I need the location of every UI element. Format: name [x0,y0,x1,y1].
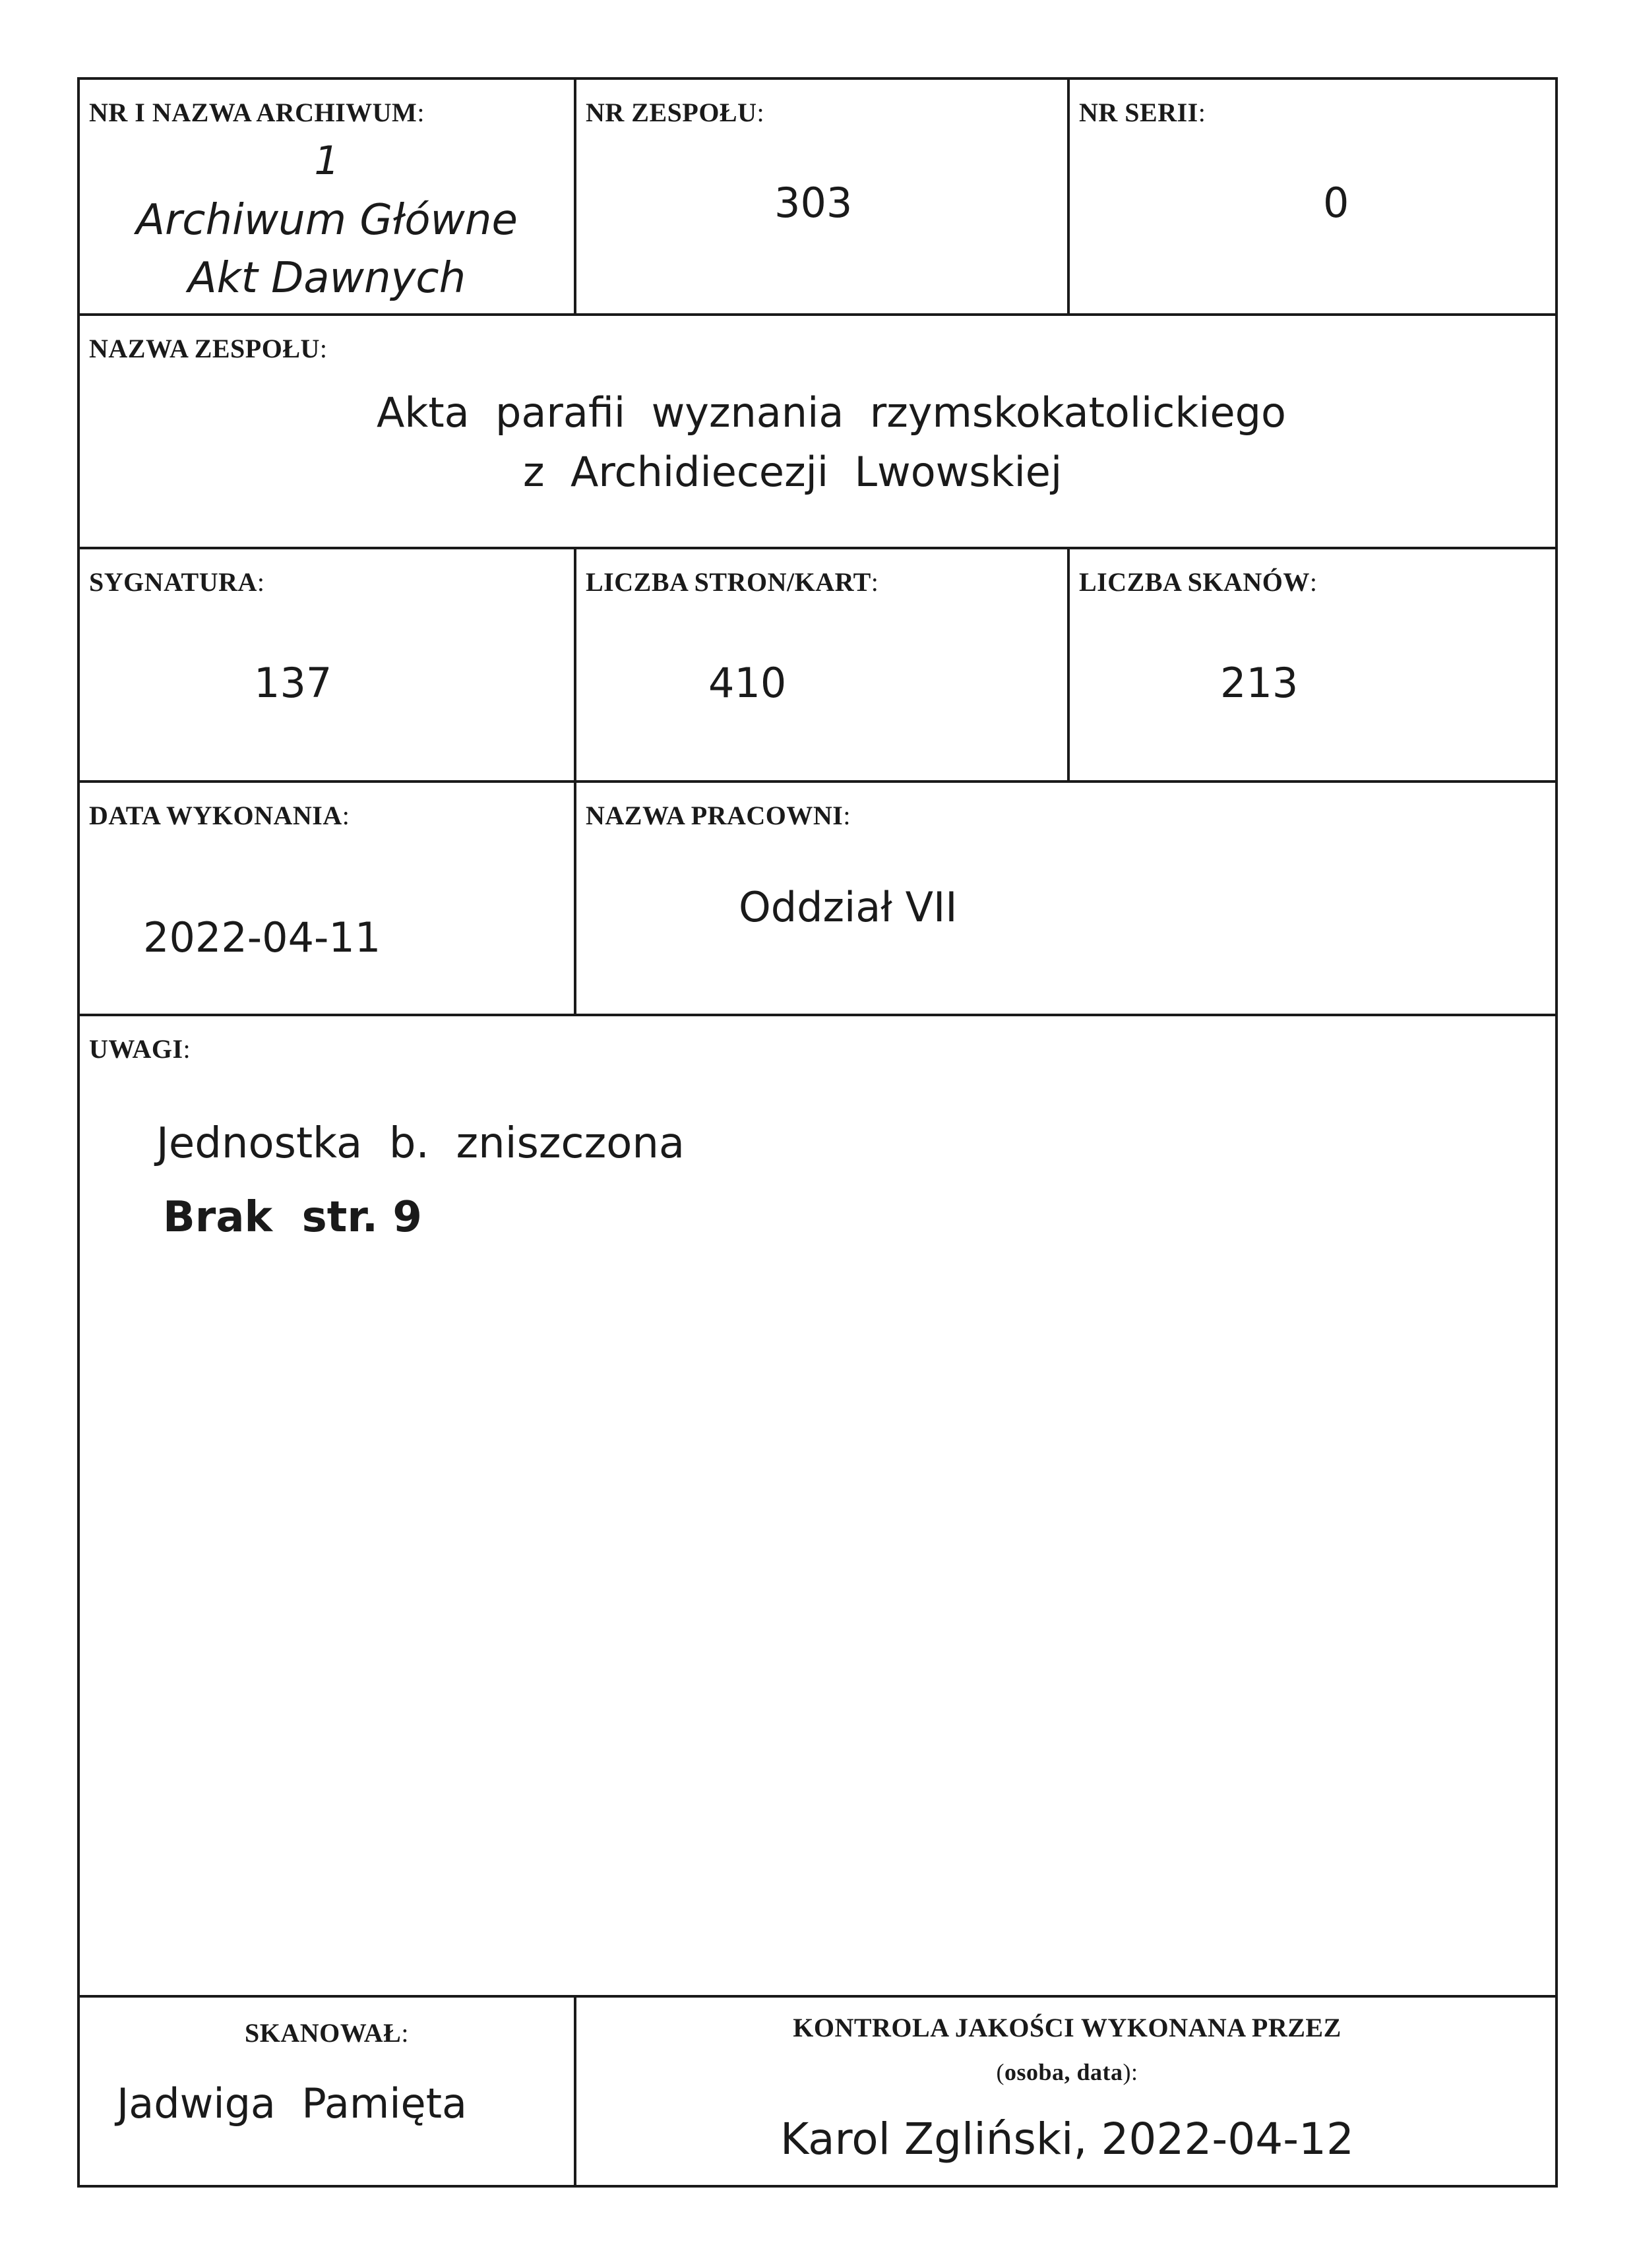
scans-label: LICZBA SKANÓW [1079,567,1310,597]
pages-cell: LICZBA STRON/KART: 410 [574,547,1067,780]
signature-label: SYGNATURA [89,567,257,597]
quality-control-cell: KONTROLA JAKOŚCI WYKONANA PRZEZ (osoba, data): Karol Zgliński, 2022-04-12 [574,1995,1558,2188]
series-number-label: NR SERII [1079,98,1198,127]
workshop-cell: NAZWA PRACOWNI: Oddział VII [574,780,1558,1014]
date-cell: DATA WYKONANIA: 2022-04-11 [80,780,574,1014]
archive-cell: NR I NAZWA ARCHIWUM: 1 Archiwum Główne Akt Dawnych [80,80,574,313]
scanned-by-cell: SKANOWAŁ: Jadwiga Pamięta [80,1995,574,2188]
fonds-number-label: NR ZESPOŁU [586,98,757,127]
archive-label: NR I NAZWA ARCHIWUM [89,98,417,127]
notes-label: UWAGI [89,1034,183,1064]
workshop-value: Oddział VII [739,883,958,931]
pages-value: 410 [708,659,787,707]
date-value: 2022-04-11 [143,913,381,962]
scans-value: 213 [1220,659,1299,707]
quality-control-value: Karol Zgliński, 2022-04-12 [780,2114,1355,2164]
signature-cell: SYGNATURA: 137 [80,547,574,780]
archive-metadata-form [77,77,1558,2188]
series-number-value: 0 [1323,179,1349,227]
fonds-name-line1: Akta parafii wyznania rzymskokatolickiego [377,388,1286,437]
scanned-by-value: Jadwiga Pamięta [117,2079,467,2128]
notes-line2: Brak str. 9 [163,1193,422,1242]
scanned-by-label: SKANOWAŁ [244,2018,402,2048]
series-number-cell: NR SERII: 0 [1067,80,1558,313]
notes-line1: Jednostka b. zniszczona [156,1119,685,1168]
archive-name-line2: Akt Dawnych [187,254,466,303]
fonds-name-label: NAZWA ZESPOŁU [89,334,320,363]
date-label: DATA WYKONANIA [89,801,342,830]
pages-label: LICZBA STRON/KART [586,567,871,597]
notes-cell: UWAGI: Jednostka b. zniszczona Brak str. 9 [80,1014,1558,1995]
fonds-name-cell: NAZWA ZESPOŁU: Akta parafii wyznania rzymskokatolickiego z Archidiecezji Lwowskiej [80,313,1558,547]
quality-control-label: KONTROLA JAKOŚCI WYKONANA PRZEZ [793,2013,1342,2042]
workshop-label: NAZWA PRACOWNI [586,801,844,830]
quality-control-sublabel: osoba, data [1004,2059,1123,2085]
fonds-number-value: 303 [774,179,853,227]
fonds-name-line2: z Archidiecezji Lwowskiej [523,448,1063,496]
fonds-number-cell: NR ZESPOŁU: 303 [574,80,1067,313]
archive-name-line1: Archiwum Główne [136,196,518,245]
archive-number: 1 [314,138,340,184]
signature-value: 137 [254,659,332,707]
scans-cell: LICZBA SKANÓW: 213 [1067,547,1558,780]
